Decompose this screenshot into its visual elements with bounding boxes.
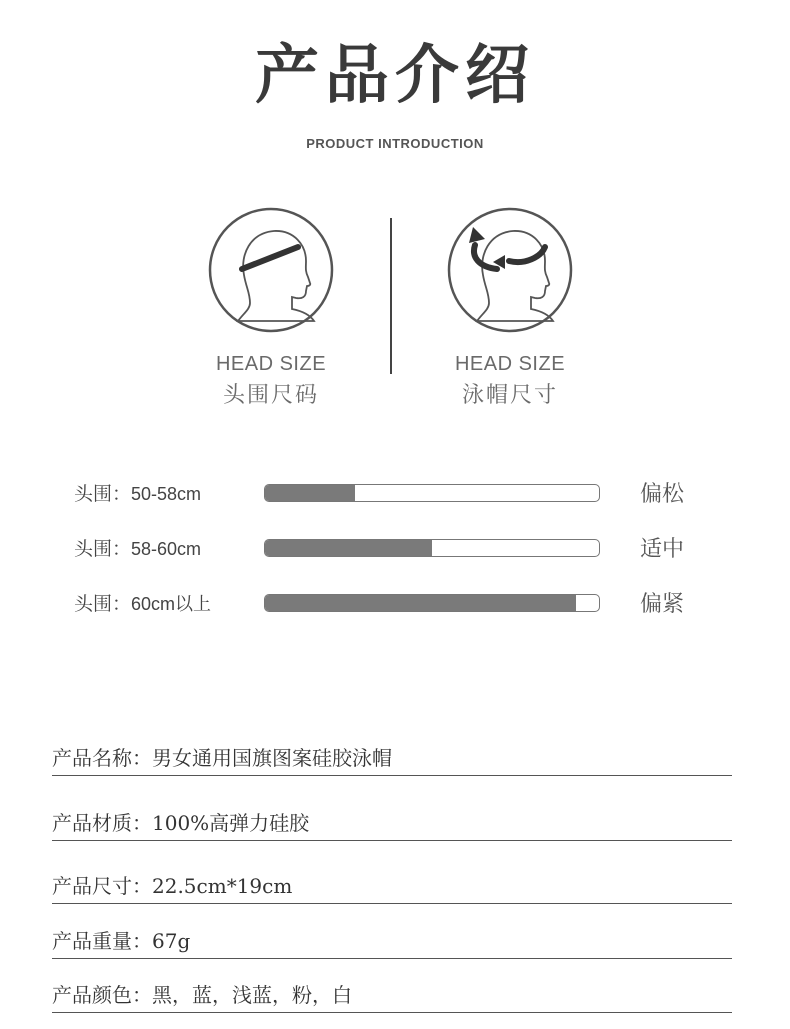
icon-en-label: HEAD SIZE [215,353,327,375]
size-row [74,587,724,617]
fit-bar [264,484,600,502]
info-row-name: 产品名称：男女通用国旗图案硅胶泳帽 [52,742,732,776]
info-row-colors: 产品颜色：黑，蓝，浅蓝，粉，白 [52,979,732,1013]
info-row-material: 产品材质：100%高弹力硅胶 [52,807,732,841]
head-size-circumference [171,205,371,409]
page-title: 产品介绍 [255,39,535,113]
size-label: 头围：60cm以上 [74,593,212,615]
size-row [74,532,724,562]
head-band-icon [206,205,336,335]
size-label: 头围：50-58cm [74,483,202,505]
icon-en-label: HEAD SIZE [454,353,566,375]
fit-label: 偏松 [640,482,685,507]
fit-bar-fill [265,595,576,611]
fit-bar [264,539,600,557]
swim-cap-size [410,205,610,409]
fit-label: 偏紧 [640,592,685,617]
fit-bar [264,594,600,612]
icon-cn-label: 头围尺码 [222,383,319,408]
fit-label: 适中 [640,537,685,562]
info-row-weight: 产品重量：67g [52,925,732,959]
size-label: 头围：58-60cm [74,538,202,560]
fit-bar-fill [265,540,432,556]
icon-cn-label: 泳帽尺寸 [461,383,558,408]
head-rotate-icon [445,205,575,335]
page-subtitle: PRODUCT INTRODUCTION [306,136,484,151]
icon-divider [390,218,392,374]
info-row-dimensions: 产品尺寸：22.5cm*19cm [52,870,732,904]
fit-bar-fill [265,485,355,501]
size-row [74,477,724,507]
